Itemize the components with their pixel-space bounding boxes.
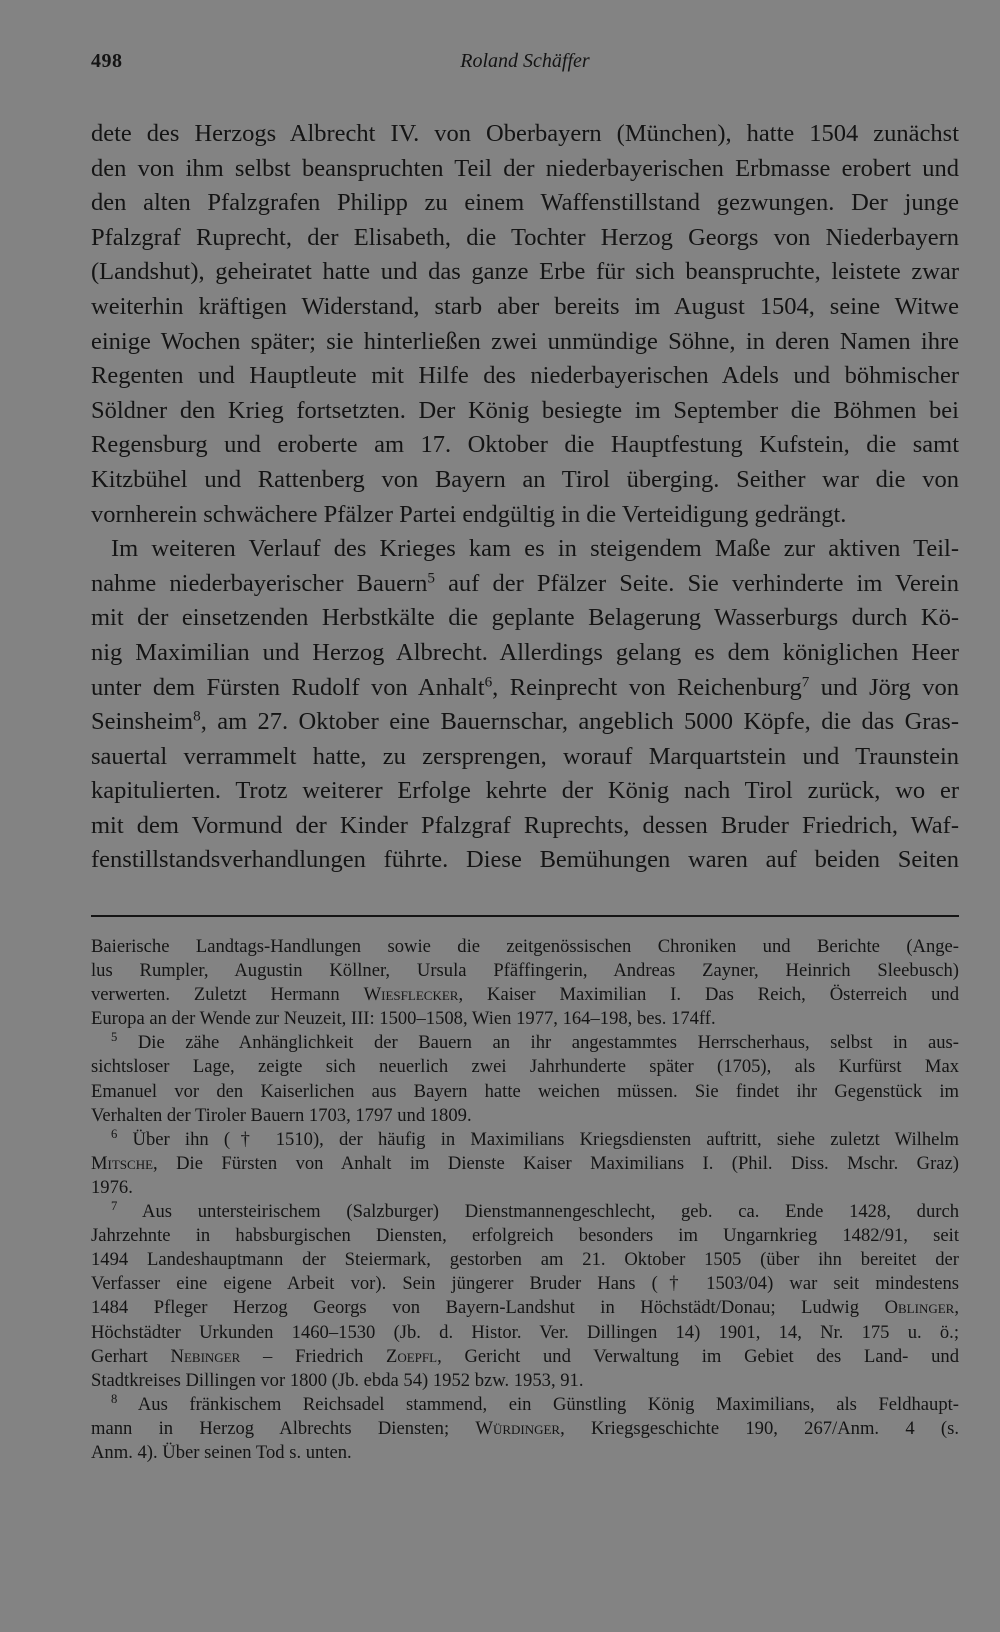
text-segment: auf der Pfälzer Seite. Sie verhinderte im Verein bbox=[434, 569, 959, 597]
text-segment: , Kriegsgeschichte 190, 267/Anm. 4 (s. bbox=[560, 1417, 959, 1439]
text-segment: verwerten. Zuletzt Hermann bbox=[91, 984, 364, 1006]
text-line: sauertal verrammelt hatte, zu zersprengen, worauf Marquartstein und Traunstein bbox=[91, 742, 959, 770]
footnote-line: Verhalten der Tiroler Bauern 1703, 1797 und 1809. bbox=[91, 1104, 472, 1126]
text-line: den alten Pfalzgrafen Philipp zu einem Waffenstillstand gezwungen. Der junge bbox=[91, 189, 959, 217]
text-segment: mann in Herzog Albrechts Diensten; bbox=[91, 1417, 476, 1439]
footnotes bbox=[91, 935, 959, 1465]
footnote-number: 8 bbox=[111, 1391, 118, 1406]
footnote-line: Verfasser eine eigene Arbeit vor). Sein jüngerer Bruder Hans († 1503/04) war seit mindestens bbox=[91, 1273, 959, 1295]
author-name: Würdinger bbox=[475, 1417, 561, 1439]
text-line: Söldner den Krieg fortsetzten. Der König besiegte im September die Böhmen bei bbox=[91, 396, 959, 424]
text-segment: – Friedrich bbox=[240, 1345, 386, 1367]
text-line bbox=[91, 671, 959, 706]
author-name: Mitsche bbox=[91, 1152, 154, 1174]
main-text bbox=[91, 117, 959, 878]
footnote-line: Stadtkreises Dillingen vor 1800 (Jb. ebda 54) 1952 bzw. 1953, 91. bbox=[91, 1369, 584, 1391]
text-line: dete des Herzogs Albrecht IV. von Oberbayern (München), hatte 1504 zunächst bbox=[91, 120, 959, 147]
text-segment: und Jörg von bbox=[809, 673, 959, 701]
footnote-line: Emanuel vor den Kaiserlichen aus Bayern hatte weichen müssen. Sie findet ihr Gegenstück im bbox=[91, 1080, 959, 1102]
text-segment: , Kaiser Maximilian I. Das Reich, Österreich und bbox=[458, 984, 959, 1006]
footnote-number: 7 bbox=[111, 1199, 118, 1214]
text-line: Pfalzgraf Ruprecht, der Elisabeth, die Tochter Herzog Georgs von Niederbayern bbox=[91, 223, 959, 251]
author-name: Oblinger bbox=[884, 1297, 955, 1319]
text-segment: Gerhart bbox=[91, 1345, 171, 1367]
text-segment: Aus fränkischem Reichsadel stammend, ein Günstling König Maximilians, als Feldhaupt- bbox=[117, 1393, 959, 1415]
text-line: Im weiteren Verlauf des Krieges kam es in steigendem Maße zur aktiven Teil- bbox=[111, 535, 959, 563]
text-line: einige Wochen später; sie hinterließen zwei unmündige Söhne, in deren Namen ihre bbox=[91, 327, 959, 355]
footnote-ref-6[interactable]: 6 bbox=[484, 673, 493, 691]
text-segment: nahme niederbayerischer Bauern bbox=[91, 569, 428, 597]
footnote-line: Europa an der Wende zur Neuzeit, III: 1500–1508, Wien 1977, 164–198, bes. 174ff. bbox=[91, 1008, 716, 1030]
text-segment: , am 27. Oktober eine Bauernschar, angeblich 5000 Köpfe, die das Gras- bbox=[200, 708, 959, 736]
text-line: den von ihm selbst beanspruchten Teil der niederbayerischen Erbmasse erobert und bbox=[91, 154, 959, 182]
text-line: (Landshut), geheiratet hatte und das ganze Erbe für sich beanspruchte, leistete zwar bbox=[91, 258, 959, 286]
author-name: Wiesflecker bbox=[363, 984, 459, 1006]
footnote-6 bbox=[91, 1128, 959, 1152]
footnote-ref-7[interactable]: 7 bbox=[801, 673, 810, 691]
page-header bbox=[91, 50, 959, 78]
text-line: Regensburg und eroberte am 17. Oktober die Hauptfestung Kufstein, die samt bbox=[91, 431, 959, 459]
footnote-line bbox=[91, 1296, 959, 1320]
footnote-line: 1976. bbox=[91, 1176, 133, 1198]
footnote-ref-5[interactable]: 5 bbox=[427, 569, 435, 587]
text-segment: , Reinprecht von Reichenburg bbox=[492, 673, 802, 701]
text-segment: , Die Fürsten von Anhalt im Dienste Kaiser Maximilians I. (Phil. Diss. Mschr. Graz) bbox=[153, 1152, 959, 1174]
text-line: Regenten und Hauptleute mit Hilfe des niederbayerischen Adels und böhmischer bbox=[91, 362, 959, 390]
page-number: 498 bbox=[91, 50, 123, 72]
footnote-7 bbox=[91, 1200, 959, 1224]
text-segment: Die zähe Anhänglichkeit der Bauern an ihr angestammtes Herrscherhaus, selbst in aus- bbox=[117, 1032, 959, 1054]
text-line: fenstillstandsverhandlungen führte. Diese Bemühungen waren auf beiden Seiten bbox=[91, 846, 959, 874]
footnote-line: lus Rumpler, Augustin Köllner, Ursula Pfäffingerin, Andreas Zayner, Heinrich Sleebusch) bbox=[91, 960, 959, 982]
text-line: kapitulierten. Trotz weiterer Erfolge kehrte der König nach Tirol zurück, wo er bbox=[91, 777, 959, 805]
footnote-line bbox=[91, 983, 959, 1007]
text-line: mit dem Vormund der Kinder Pfalzgraf Ruprechts, dessen Bruder Friedrich, Waf- bbox=[91, 811, 959, 839]
footnote-line bbox=[91, 1417, 959, 1441]
text-segment: Über ihn († 1510), der häufig in Maximilians Kriegsdiensten auftritt, siehe zuletzt Wilhelm bbox=[117, 1128, 959, 1150]
author-name: Nebinger bbox=[170, 1345, 241, 1367]
footnote-line bbox=[91, 1345, 959, 1369]
text-line: vornherein schwächere Pfälzer Partei endgültig in die Verteidigung gedrängt. bbox=[91, 500, 847, 528]
footnote-line: Jahrzehnte in habsburgischen Diensten, erfolgreich besonders im Ungarnkrieg 1482/91, seit bbox=[91, 1225, 959, 1247]
text-line: weiterhin kräftigen Widerstand, starb aber bereits im August 1504, seine Witwe bbox=[91, 292, 959, 320]
text-line: Kitzbühel und Rattenberg von Bayern an Tirol überging. Seither war die von bbox=[91, 465, 959, 493]
text-segment: , Gericht und Verwaltung im Gebiet des Land- und bbox=[437, 1345, 959, 1367]
text-line bbox=[91, 705, 959, 740]
footnote-number: 5 bbox=[111, 1030, 118, 1045]
footnote-number: 6 bbox=[111, 1126, 118, 1141]
footnote-line: Höchstädter Urkunden 1460–1530 (Jb. d. Histor. Ver. Dillingen 14) 1901, 14, Nr. 175 u. ö.; bbox=[91, 1321, 959, 1343]
text-segment: , bbox=[954, 1297, 959, 1319]
text-segment: Seinsheim bbox=[91, 708, 194, 736]
author-name: Zoepfl bbox=[386, 1345, 438, 1367]
footnote-line bbox=[91, 1152, 959, 1176]
footnote-line: Anm. 4). Über seinen Tod s. unten. bbox=[91, 1441, 352, 1463]
text-segment: 1484 Pfleger Herzog Georgs von Bayern-Landshut in Höchstädt/Donau; Ludwig bbox=[91, 1297, 885, 1319]
footnote-divider bbox=[91, 915, 959, 917]
running-title: Roland Schäffer bbox=[460, 50, 590, 72]
footnote-line: Baierische Landtags-Handlungen sowie die zeitgenössischen Chroniken und Berichte (Ange- bbox=[91, 936, 959, 957]
text-line bbox=[91, 567, 959, 602]
footnote-8 bbox=[91, 1393, 959, 1417]
text-line: mit der einsetzenden Herbstkälte die geplante Belagerung Wasserburgs durch Kö- bbox=[91, 604, 959, 632]
text-segment: unter dem Fürsten Rudolf von Anhalt bbox=[91, 673, 485, 701]
text-line: nig Maximilian und Herzog Albrecht. Allerdings gelang es dem königlichen Heer bbox=[91, 638, 959, 666]
footnote-ref-8[interactable]: 8 bbox=[193, 707, 201, 725]
text-segment: Aus untersteirischem (Salzburger) Dienstmannengeschlecht, geb. ca. Ende 1428, durch bbox=[117, 1201, 959, 1223]
footnote-line: 1494 Landeshauptmann der Steiermark, gestorben am 21. Oktober 1505 (über ihn bereitet der bbox=[91, 1249, 959, 1271]
footnote-5 bbox=[91, 1031, 959, 1055]
footnote-line: sichtsloser Lage, zeigte sich neuerlich zwei Jahrhunderte später (1705), als Kurfürst Max bbox=[91, 1056, 959, 1078]
